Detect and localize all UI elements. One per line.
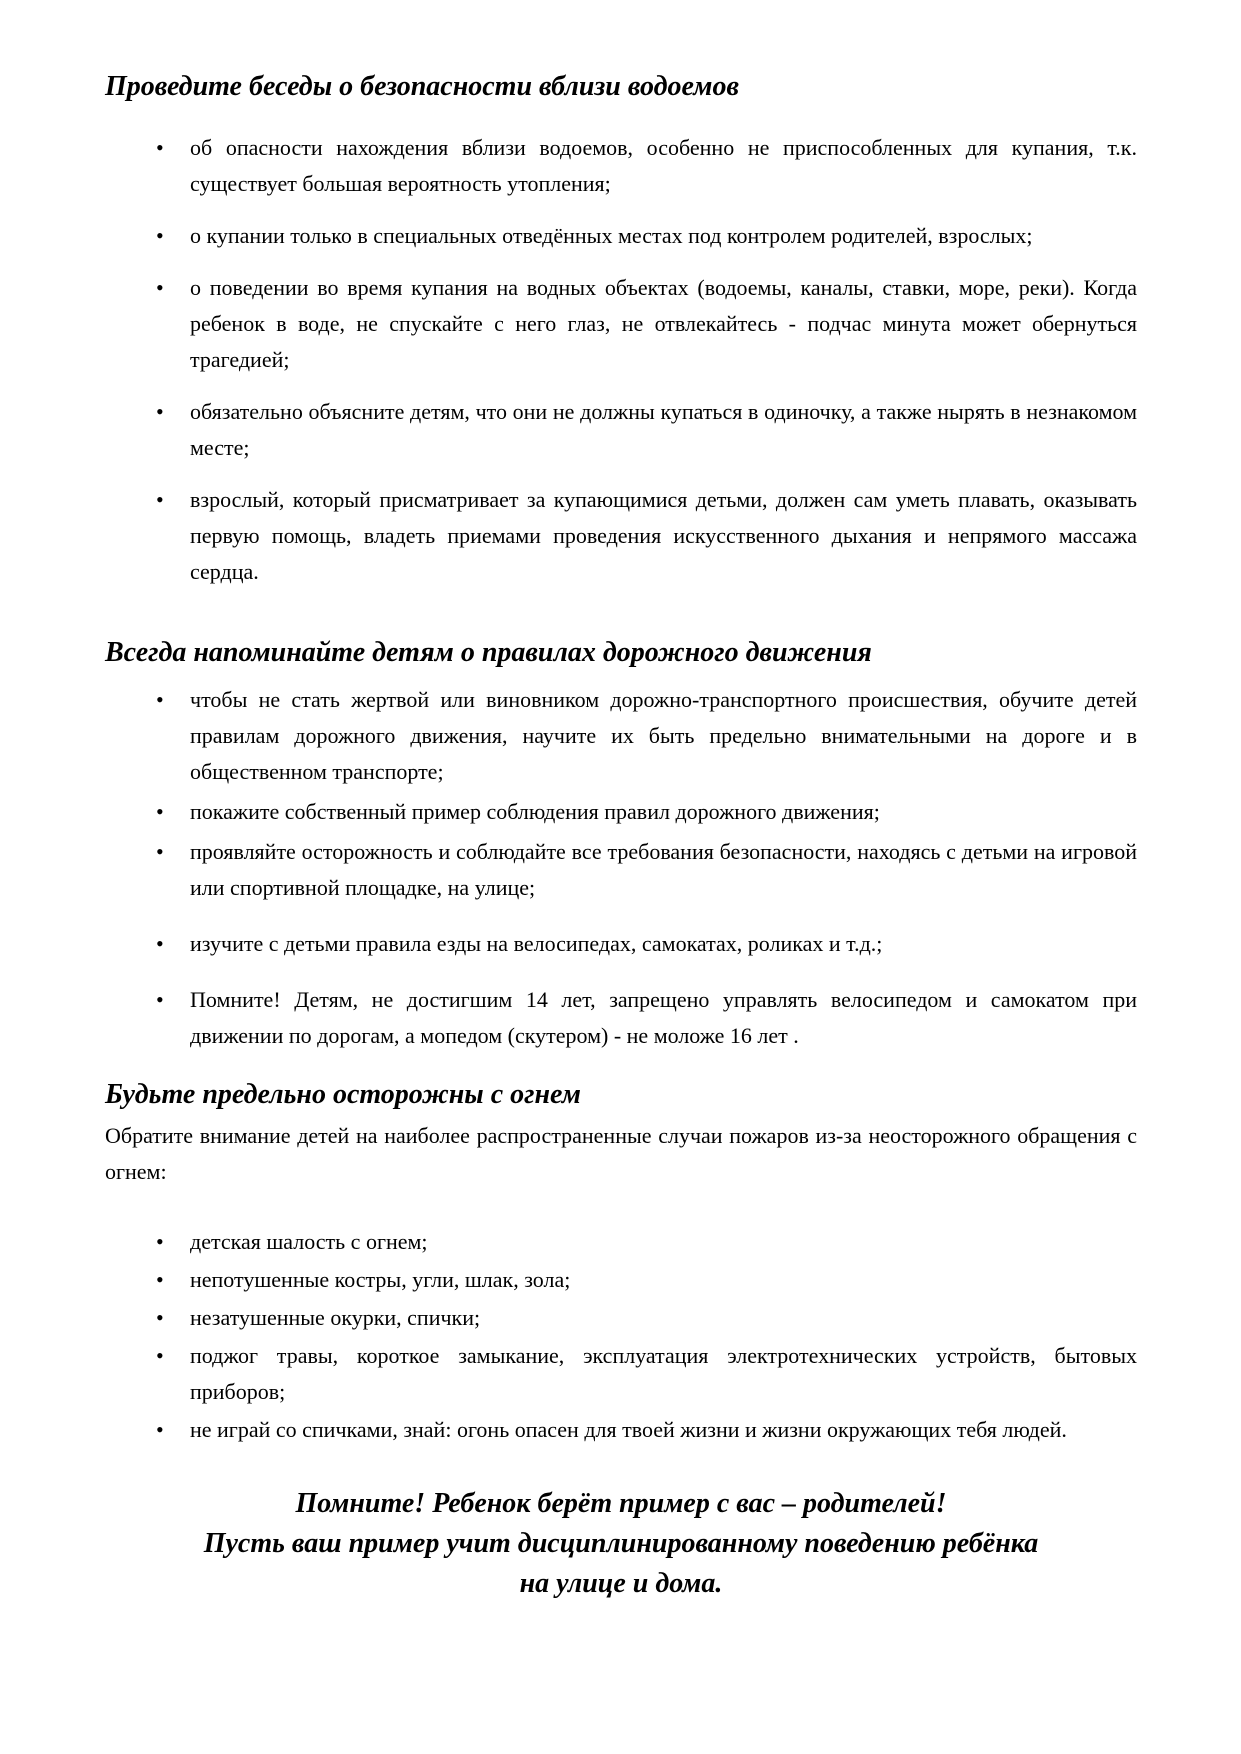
list-item-text: детская шалость с огнем;	[190, 1229, 428, 1254]
list-item-text: Помните! Детям, не достигшим 14 лет, запрещено управлять велосипедом и самокатом при движении по дорогам, а мопедом (скутером) - не моложе 16 лет .	[190, 987, 1137, 1048]
section-traffic-rules	[105, 636, 1137, 1054]
footer-line-3: на улице и дома.	[519, 1568, 723, 1599]
bullet-icon: •	[156, 1267, 164, 1292]
section-fire-safety	[105, 1078, 1137, 1448]
bullet-list-water-safety	[105, 130, 1137, 590]
list-item	[156, 270, 1137, 378]
bullet-icon: •	[156, 399, 164, 424]
list-item	[156, 794, 1137, 830]
footer-line-2: Пусть ваш пример учит дисциплинированному поведению ребёнка	[203, 1528, 1039, 1559]
footer-message	[105, 1484, 1137, 1604]
list-item-text: покажите собственный пример соблюдения правил дорожного движения;	[190, 799, 880, 824]
list-item	[156, 394, 1137, 466]
bullet-icon: •	[156, 223, 164, 248]
list-item	[156, 130, 1137, 202]
list-item	[156, 1338, 1137, 1410]
section-heading-water-safety: Проведите беседы о безопасности вблизи водоемов	[105, 71, 739, 102]
bullet-icon: •	[156, 987, 164, 1012]
list-item-text: обязательно объясните детям, что они не должны купаться в одиночку, а также нырять в незнакомом месте;	[190, 399, 1137, 460]
list-item	[156, 1262, 1137, 1298]
list-item-text: изучите с детьми правила езды на велосипедах, самокатах, роликах и т.д.;	[190, 931, 883, 956]
list-item	[156, 1300, 1137, 1336]
list-item-text: о поведении во время купания на водных объектах (водоемы, каналы, ставки, море, реки). Когда ребенок в воде, не спускайте с него глаз, не отвлекайтесь - подчас минута может обернуться трагедией;	[190, 275, 1137, 372]
bullet-list-traffic-rules	[105, 682, 1137, 1054]
list-item	[156, 926, 1137, 962]
list-item-text: не играй со спичками, знай: огонь опасен для твоей жизни и жизни окружающих тебя людей.	[190, 1417, 1067, 1442]
list-item-text: поджог травы, короткое замыкание, эксплуатация электротехнических устройств, бытовых приборов;	[190, 1343, 1137, 1404]
list-item-text: о купании только в специальных отведённых местах под контролем родителей, взрослых;	[190, 223, 1033, 248]
list-item-text: непотушенные костры, угли, шлак, зола;	[190, 1267, 571, 1292]
section-water-safety	[105, 70, 1137, 590]
section-heading-fire-safety: Будьте предельно осторожны с огнем	[105, 1079, 581, 1110]
section-intro-fire-safety: Обратите внимание детей на наиболее распространенные случаи пожаров из-за неосторожного обращения с огнем:	[105, 1123, 1137, 1184]
bullet-icon: •	[156, 799, 164, 824]
list-item	[156, 1412, 1137, 1448]
bullet-icon: •	[156, 931, 164, 956]
bullet-icon: •	[156, 687, 164, 712]
bullet-icon: •	[156, 1417, 164, 1442]
list-item-text: проявляйте осторожность и соблюдайте все требования безопасности, находясь с детьми на игровой или спортивной площадке, на улице;	[190, 839, 1137, 900]
list-item-text: незатушенные окурки, спички;	[190, 1305, 481, 1330]
list-item	[156, 982, 1137, 1054]
list-item-text: об опасности нахождения вблизи водоемов, особенно не приспособленных для купания, т.к. существует большая вероятность утопления;	[190, 135, 1137, 196]
bullet-icon: •	[156, 1305, 164, 1330]
list-item	[156, 218, 1137, 254]
bullet-icon: •	[156, 1343, 164, 1368]
bullet-icon: •	[156, 1229, 164, 1254]
list-item-text: чтобы не стать жертвой или виновником дорожно-транспортного происшествия, обучите детей правилам дорожного движения, научите их быть предельно внимательными на дороге и в общественном транспорте;	[190, 687, 1137, 784]
bullet-icon: •	[156, 839, 164, 864]
list-item	[156, 682, 1137, 790]
footer-line-1: Помните! Ребенок берёт пример с вас – родителей!	[295, 1488, 947, 1519]
list-item	[156, 1224, 1137, 1260]
list-item	[156, 482, 1137, 590]
list-item-text: взрослый, который присматривает за купающимися детьми, должен сам уметь плавать, оказывать первую помощь, владеть приемами проведения искусственного дыхания и непрямого массажа сердца.	[190, 487, 1137, 584]
section-heading-traffic-rules: Всегда напоминайте детям о правилах дорожного движения	[105, 637, 872, 668]
bullet-icon: •	[156, 275, 164, 300]
bullet-icon: •	[156, 487, 164, 512]
bullet-icon: •	[156, 135, 164, 160]
list-item	[156, 834, 1137, 906]
bullet-list-fire-safety	[105, 1224, 1137, 1448]
